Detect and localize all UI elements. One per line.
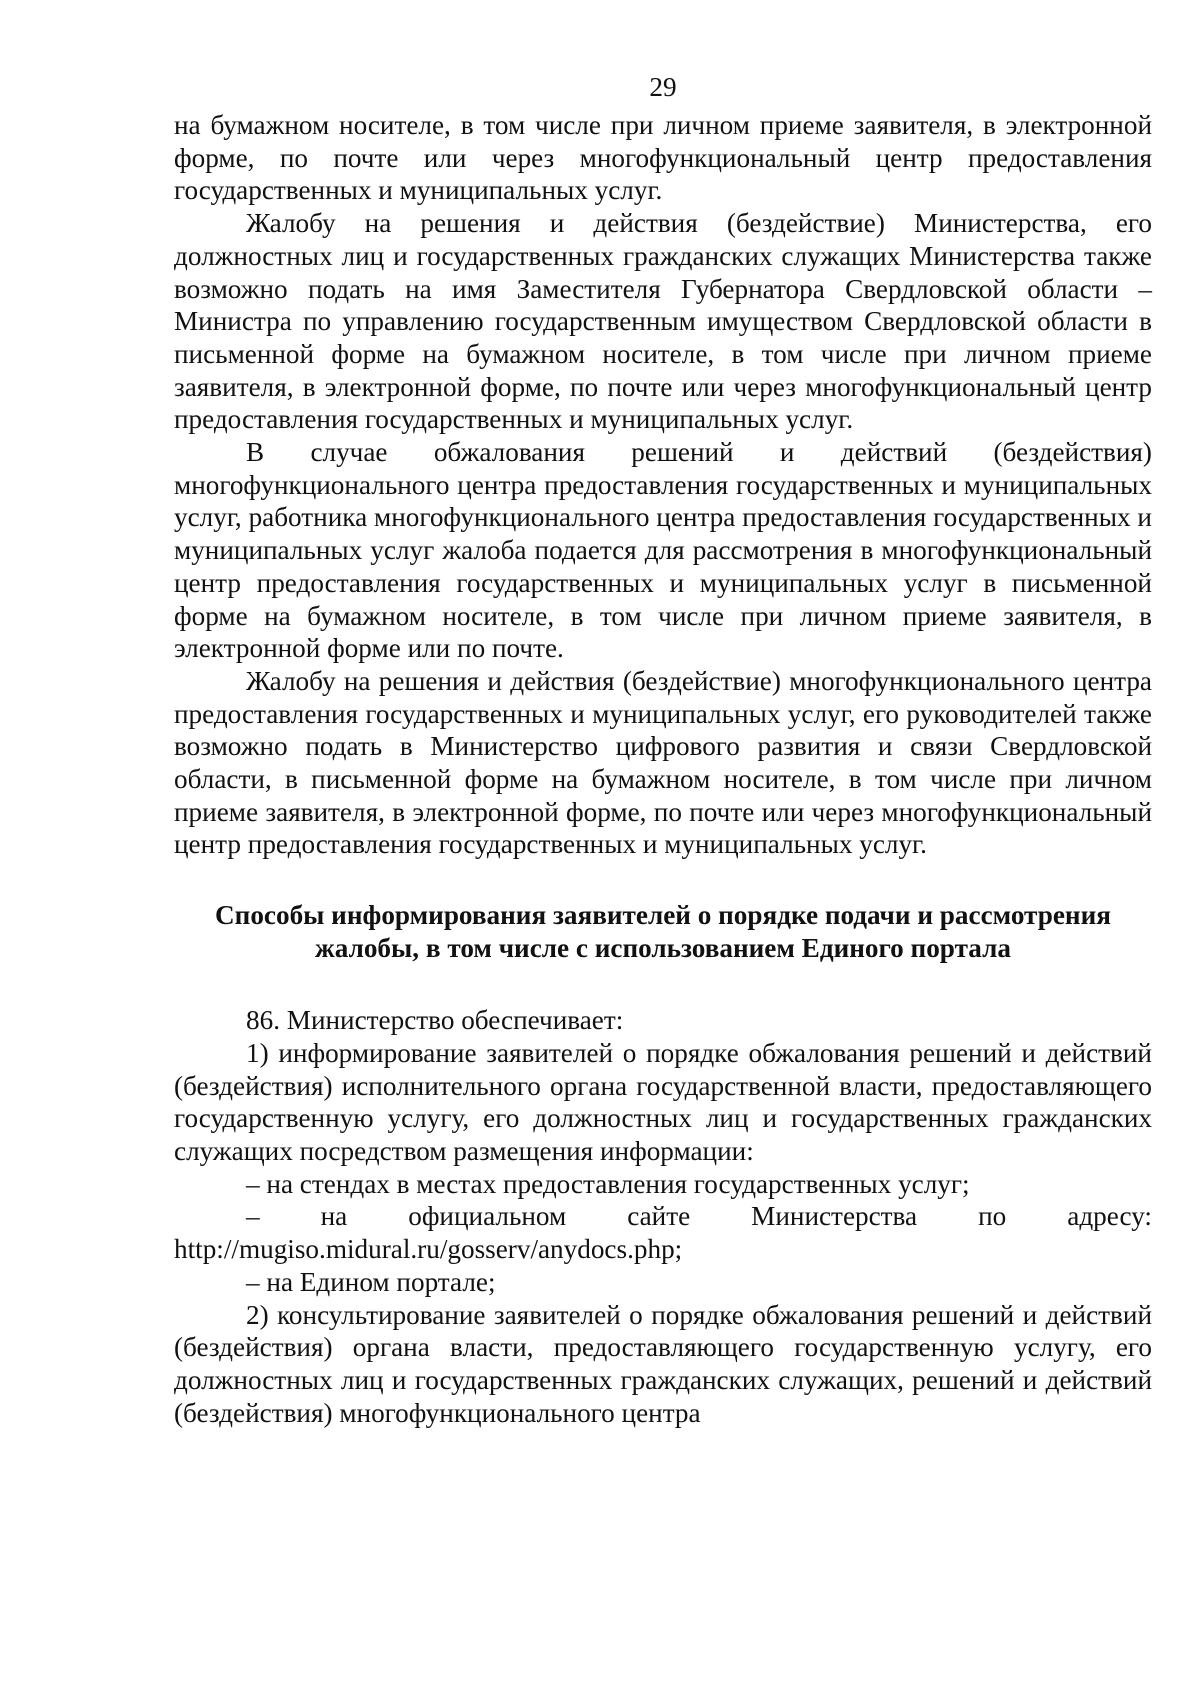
section-heading: Способы информирования заявителей о порядке подачи и рассмотрения жалобы, в том числе с использованием Единого портала — [215, 900, 1111, 963]
list-item-portal: – на Едином портале; — [246, 1266, 496, 1297]
paragraph-item-1: 1) информирование заявителей о порядке обжалования решений и действий (бездействия) исполнительного органа государственной власти, предоставляющего государственную услугу, его должностных лиц и государственных гражданских служащих посредством размещения информации: — [174, 1037, 1152, 1166]
paragraph-mfc-appeal: В случае обжалования решений и действий (бездействия) многофункционального центра предоставления государственных и муниципальных услуг, работника многофункционального центра предоставления государственных и муниципальных услуг жалоба подается для рассмотрения в многофункциональный центр предоставления государственных и муниципальных услуг в письменной форме на бумажном носителе, в том числе при личном приеме заявителя, в электронной форме или по почте. — [174, 437, 1152, 664]
paragraph-86: 86. Министерство обеспечивает: — [246, 1005, 624, 1036]
page-number: 29 — [649, 72, 677, 102]
paragraph-digital-ministry: Жалобу на решения и действия (бездействие) многофункционального центра предоставления государственных и муниципальных услуг, его руководителей также возможно подать в Министерство цифрового развития и связи Свердловской области, в письменной форме на бумажном носителе, в том числе при личном приеме заявителя, в электронной форме, по почте или через многофункциональный центр предоставления государственных и муниципальных услуг. — [174, 665, 1152, 860]
paragraph-complaint-deputy-governor: Жалобу на решения и действия (бездействие) Министерства, его должностных лиц и государственных гражданских служащих Министерства также возможно подать на имя Заместителя Губернатора Свердловской области – Министра по управлению государственным имуществом Свердловской области в письменной форме на бумажном носителе, в том числе при личном приеме заявителя, в электронной форме, по почте или через многофункциональный центр предоставления государственных и муниципальных услуг. — [174, 208, 1152, 435]
document-page — [174, 66, 1152, 1429]
paragraph-continuation: на бумажном носителе, в том числе при личном приеме заявителя, в электронной форме, по почте или через многофункциональный центр предоставления государственных и муниципальных услуг. — [174, 110, 1152, 206]
list-item-stands: – на стендах в местах предоставления государственных услуг; — [246, 1168, 970, 1199]
paragraph-item-2: 2) консультирование заявителей о порядке обжалования решений и действий (бездействия) органа власти, предоставляющего государственную услугу, его должностных лиц и государственных гражданских служащих, решений и действий (бездействия) многофункционального центра — [174, 1299, 1152, 1428]
list-item-website: – на официальном сайте Министерства по адресу: http://mugiso.midural.ru/gosserv/anydocs.php; — [174, 1201, 1152, 1265]
